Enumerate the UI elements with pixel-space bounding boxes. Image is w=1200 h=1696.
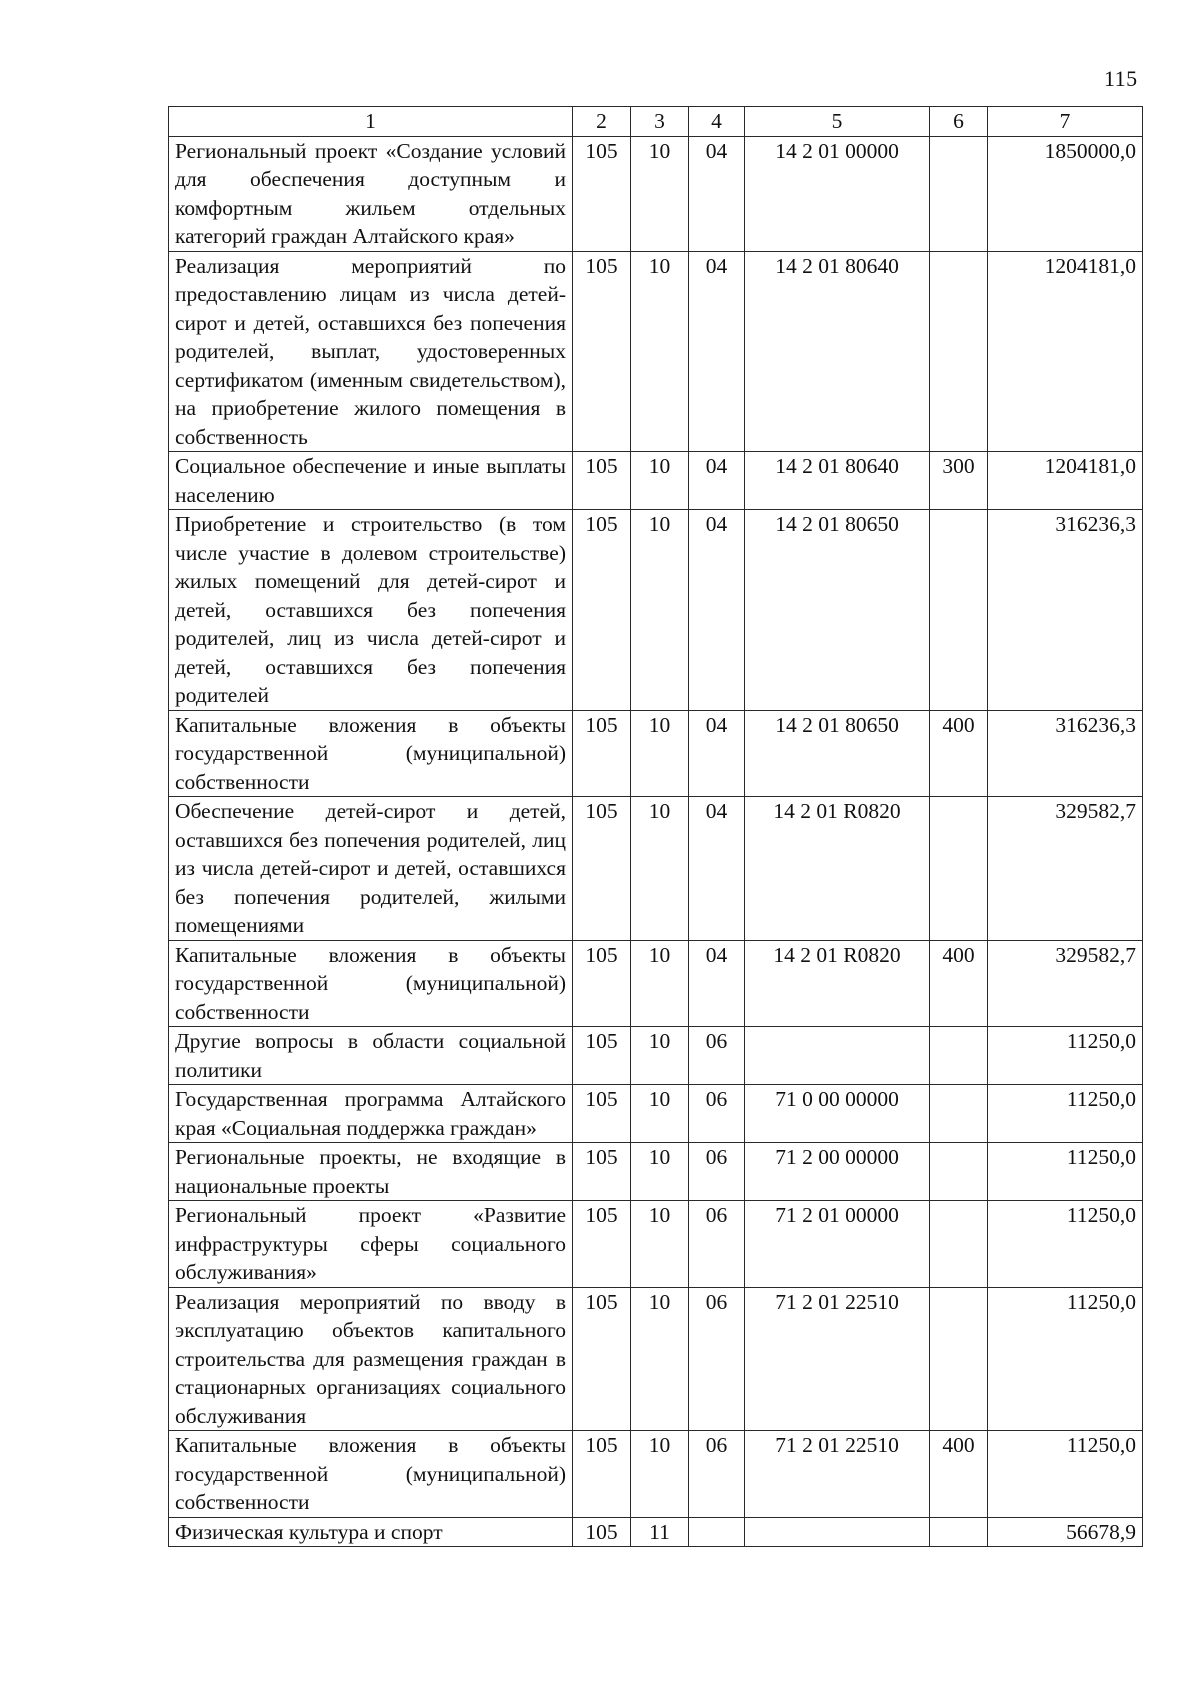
amount: 316236,3 xyxy=(988,710,1143,797)
expense-type-code: 400 xyxy=(930,940,988,1027)
ministry-code: 105 xyxy=(573,136,631,251)
ministry-code: 105 xyxy=(573,1517,631,1547)
target-code: 14 2 01 R0820 xyxy=(745,797,930,941)
expense-type-code xyxy=(930,1287,988,1431)
ministry-code: 105 xyxy=(573,251,631,452)
column-header: 5 xyxy=(745,107,930,137)
ministry-code: 105 xyxy=(573,1027,631,1085)
page-number: 115 xyxy=(1104,66,1138,91)
table-row xyxy=(169,1143,1143,1201)
target-code: 14 2 01 80640 xyxy=(745,452,930,510)
table-row xyxy=(169,1027,1143,1085)
amount: 11250,0 xyxy=(988,1027,1143,1085)
ministry-code: 105 xyxy=(573,452,631,510)
expense-type-code xyxy=(930,1085,988,1143)
ministry-code: 105 xyxy=(573,710,631,797)
section-code: 10 xyxy=(631,452,689,510)
amount: 11250,0 xyxy=(988,1431,1143,1518)
table-row xyxy=(169,1201,1143,1288)
row-name: Капитальные вложения в объекты государственной (муниципальной) собственности xyxy=(169,1431,573,1518)
row-name: Другие вопросы в области социальной политики xyxy=(169,1027,573,1085)
expense-type-code xyxy=(930,1517,988,1547)
table-row xyxy=(169,251,1143,452)
column-header: 2 xyxy=(573,107,631,137)
column-header: 1 xyxy=(169,107,573,137)
expense-type-code xyxy=(930,797,988,941)
section-code: 10 xyxy=(631,797,689,941)
table-row xyxy=(169,1287,1143,1431)
ministry-code: 105 xyxy=(573,940,631,1027)
expense-type-code: 400 xyxy=(930,710,988,797)
amount: 11250,0 xyxy=(988,1085,1143,1143)
amount: 1204181,0 xyxy=(988,251,1143,452)
subsection-code: 06 xyxy=(689,1431,745,1518)
target-code xyxy=(745,1517,930,1547)
table-row xyxy=(169,452,1143,510)
table-row xyxy=(169,940,1143,1027)
section-code: 10 xyxy=(631,1431,689,1518)
table-row xyxy=(169,797,1143,941)
ministry-code: 105 xyxy=(573,1201,631,1288)
amount: 11250,0 xyxy=(988,1201,1143,1288)
target-code: 71 0 00 00000 xyxy=(745,1085,930,1143)
section-code: 10 xyxy=(631,251,689,452)
table-row xyxy=(169,1085,1143,1143)
amount: 11250,0 xyxy=(988,1143,1143,1201)
row-name: Социальное обеспечение и иные выплаты населению xyxy=(169,452,573,510)
row-name: Капитальные вложения в объекты государственной (муниципальной) собственности xyxy=(169,940,573,1027)
section-code: 10 xyxy=(631,710,689,797)
table-row xyxy=(169,136,1143,251)
ministry-code: 105 xyxy=(573,1287,631,1431)
expense-type-code xyxy=(930,1201,988,1288)
ministry-code: 105 xyxy=(573,797,631,941)
expense-type-code xyxy=(930,251,988,452)
ministry-code: 105 xyxy=(573,510,631,711)
target-code: 14 2 01 R0820 xyxy=(745,940,930,1027)
section-code: 10 xyxy=(631,940,689,1027)
subsection-code: 04 xyxy=(689,251,745,452)
expense-type-code xyxy=(930,1143,988,1201)
row-name: Региональный проект «Создание условий для обеспечения доступным и комфортным жильем отдельных категорий граждан Алтайского края» xyxy=(169,136,573,251)
target-code: 14 2 01 00000 xyxy=(745,136,930,251)
subsection-code: 04 xyxy=(689,710,745,797)
row-name: Капитальные вложения в объекты государственной (муниципальной) собственности xyxy=(169,710,573,797)
section-code: 10 xyxy=(631,1201,689,1288)
table-row xyxy=(169,710,1143,797)
subsection-code xyxy=(689,1517,745,1547)
row-name: Государственная программа Алтайского края «Социальная поддержка граждан» xyxy=(169,1085,573,1143)
expense-type-code xyxy=(930,136,988,251)
row-name: Приобретение и строительство (в том числе участие в долевом строительстве) жилых помещений для детей-сирот и детей, оставшихся без попечения родителей, лиц из числа детей-сирот и детей, оставшихся без попечения родителей xyxy=(169,510,573,711)
section-code: 10 xyxy=(631,1027,689,1085)
ministry-code: 105 xyxy=(573,1143,631,1201)
target-code: 14 2 01 80650 xyxy=(745,510,930,711)
subsection-code: 04 xyxy=(689,136,745,251)
amount: 1850000,0 xyxy=(988,136,1143,251)
row-name: Физическая культура и спорт xyxy=(169,1517,573,1547)
table-row xyxy=(169,1517,1143,1547)
amount: 316236,3 xyxy=(988,510,1143,711)
section-code: 10 xyxy=(631,1085,689,1143)
budget-table xyxy=(168,106,1143,1547)
expense-type-code xyxy=(930,510,988,711)
subsection-code: 04 xyxy=(689,797,745,941)
amount: 11250,0 xyxy=(988,1287,1143,1431)
subsection-code: 04 xyxy=(689,510,745,711)
target-code: 14 2 01 80650 xyxy=(745,710,930,797)
column-header: 3 xyxy=(631,107,689,137)
row-name: Обеспечение детей-сирот и детей, оставшихся без попечения родителей, лиц из числа детей-сирот и детей, оставшихся без попечения родителей, жилыми помещениями xyxy=(169,797,573,941)
target-code: 14 2 01 80640 xyxy=(745,251,930,452)
row-name: Региональный проект «Развитие инфраструктуры сферы социального обслуживания» xyxy=(169,1201,573,1288)
amount: 56678,9 xyxy=(988,1517,1143,1547)
table-row xyxy=(169,510,1143,711)
section-code: 10 xyxy=(631,510,689,711)
subsection-code: 06 xyxy=(689,1287,745,1431)
row-name: Реализация мероприятий по предоставлению лицам из числа детей-сирот и детей, оставшихся без попечения родителей, выплат, удостоверенных сертификатом (именным свидетельством), на приобретение жилого помещения в собственность xyxy=(169,251,573,452)
section-code: 11 xyxy=(631,1517,689,1547)
column-header: 4 xyxy=(689,107,745,137)
subsection-code: 06 xyxy=(689,1027,745,1085)
section-code: 10 xyxy=(631,136,689,251)
target-code: 71 2 01 22510 xyxy=(745,1287,930,1431)
subsection-code: 06 xyxy=(689,1143,745,1201)
ministry-code: 105 xyxy=(573,1085,631,1143)
target-code: 71 2 01 22510 xyxy=(745,1431,930,1518)
section-code: 10 xyxy=(631,1143,689,1201)
ministry-code: 105 xyxy=(573,1431,631,1518)
subsection-code: 04 xyxy=(689,940,745,1027)
row-name: Региональные проекты, не входящие в национальные проекты xyxy=(169,1143,573,1201)
target-code: 71 2 00 00000 xyxy=(745,1143,930,1201)
table-header-row xyxy=(169,107,1143,137)
table-row xyxy=(169,1431,1143,1518)
subsection-code: 06 xyxy=(689,1085,745,1143)
amount: 329582,7 xyxy=(988,940,1143,1027)
subsection-code: 04 xyxy=(689,452,745,510)
row-name: Реализация мероприятий по вводу в эксплуатацию объектов капитального строительства для размещения граждан в стационарных организациях социального обслуживания xyxy=(169,1287,573,1431)
column-header: 7 xyxy=(988,107,1143,137)
target-code xyxy=(745,1027,930,1085)
expense-type-code xyxy=(930,1027,988,1085)
amount: 329582,7 xyxy=(988,797,1143,941)
section-code: 10 xyxy=(631,1287,689,1431)
amount: 1204181,0 xyxy=(988,452,1143,510)
expense-type-code: 300 xyxy=(930,452,988,510)
target-code: 71 2 01 00000 xyxy=(745,1201,930,1288)
expense-type-code: 400 xyxy=(930,1431,988,1518)
subsection-code: 06 xyxy=(689,1201,745,1288)
column-header: 6 xyxy=(930,107,988,137)
